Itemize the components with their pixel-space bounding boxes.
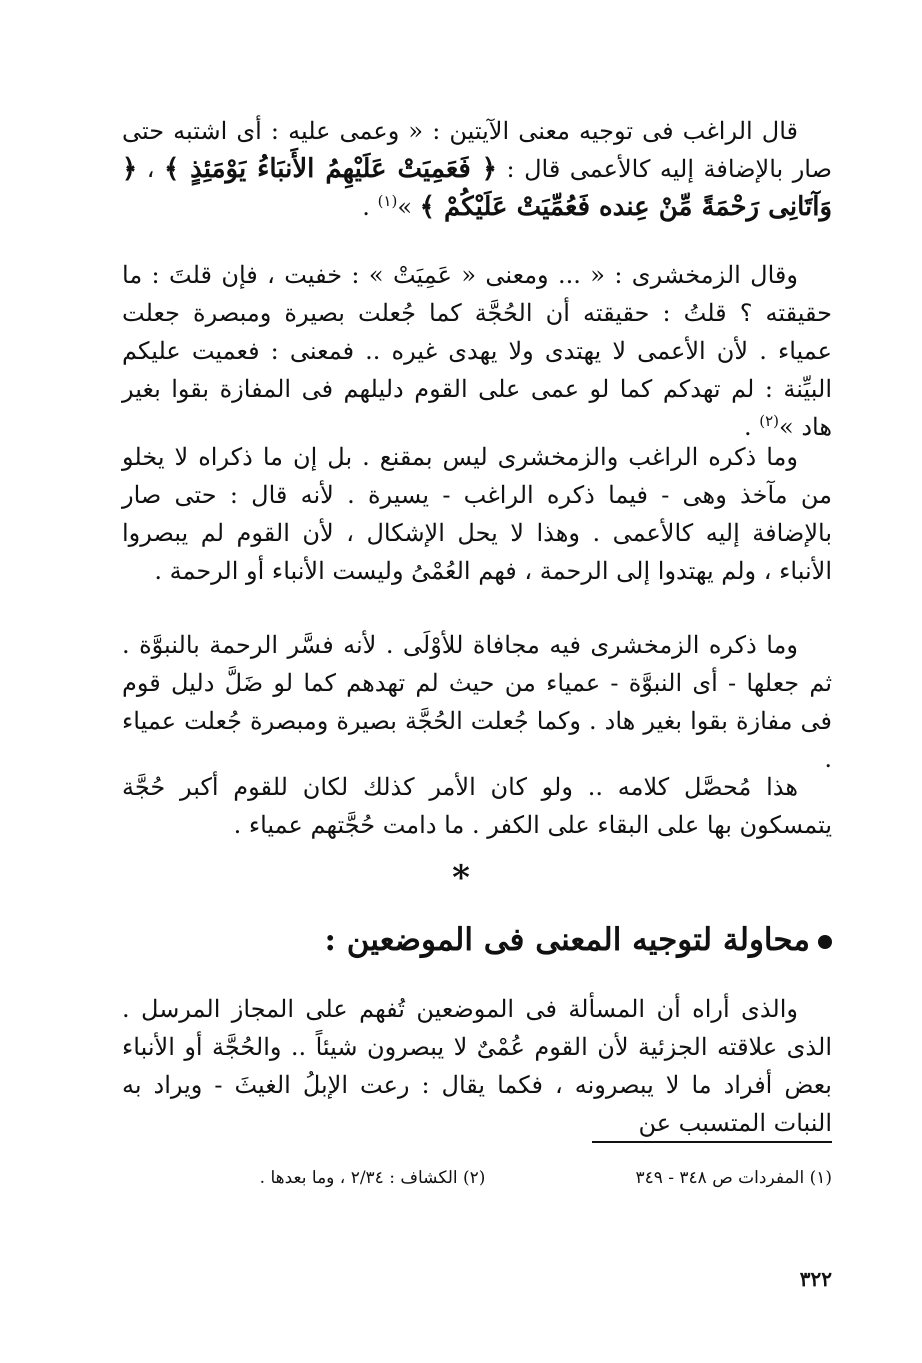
page-number: ٣٢٢ xyxy=(799,1267,832,1291)
paragraph-summary xyxy=(122,768,832,844)
footnote-marker: (٢) xyxy=(759,412,780,430)
paragraph-text xyxy=(122,256,832,446)
paragraph-text: وما ذكره الراغب والزمخشرى ليس بمقنع . بل إن ما ذكراه لا يخلو من مآخذ وهى - فيما ذكره الراغب - يسيرة . لأنه قال : حتى صار بالإضافة إليه كالأعمى . وهذا لا يحل الإشكال ، لأن القوم لم يبصروا الأنباء ، ولم يهتدوا إلى الرحمة ، فهم العُمْىُ وليست الأنباء أو الرحمة . xyxy=(122,443,832,585)
footnote-divider xyxy=(592,1141,832,1143)
separator-star: * xyxy=(452,858,470,898)
paragraph-text xyxy=(122,112,832,226)
paragraph-zamakhshari xyxy=(122,256,832,446)
paragraph-text-part: . xyxy=(362,193,378,221)
footnote-2: (٢) الكشاف : ٢/٣٤ ، وما بعدها . xyxy=(259,1168,486,1188)
bullet-icon xyxy=(818,935,832,949)
paragraph-zamakhshari-critique xyxy=(122,626,832,778)
paragraph-text-part: وقال الزمخشرى : « ... ومعنى « عَمِيَتْ » : خفيت ، فإن قلتَ : ما حقيقته ؟ قلتُ : حقيقته أن الحُجَّة كما جُعلت بصيرة ومبصرة جعلت عمياء . لأن الأعمى لا يهتدى ولا يهدى غيره .. فمعنى : فعميت عليكم البيِّنة : لم تهدكم كما لو عمى على القوم دليلهم فى المفازة بقوا بغير هاد » xyxy=(122,261,832,441)
footnotes xyxy=(132,1165,832,1191)
paragraph-text-part: . xyxy=(743,413,760,441)
footnote-marker: (١) xyxy=(377,192,398,210)
paragraph-text-part: قال الراغب فى توجيه معنى الآيتين : « وعمى عليه : أى اشتبه حتى صار بالإضافة إليه كالأعمى قال : xyxy=(122,117,832,183)
section-heading xyxy=(122,918,832,962)
quran-verse: ﴿ فَعَمِيَتْ عَلَيْهِمُ الأَنبَاءُ يَوْمَئِذٍ ﴾ xyxy=(163,154,498,184)
paragraph-raghib xyxy=(122,112,832,226)
paragraph-text: هذا مُحصَّل كلامه .. ولو كان الأمر كذلك لكان للقوم أكبر حُجَّة يتمسكون بها على البقاء على الكفر . ما دامت حُجَّتهم عمياء . xyxy=(122,773,832,839)
paragraph-text-part: ، xyxy=(137,155,164,183)
quran-verse: ﴿ وَآتَانِى رَحْمَةً مِّنْ عِنده فَعُمِّيَتْ عَلَيْكُمْ ﴾ xyxy=(122,154,832,222)
paragraph-critique xyxy=(122,438,832,590)
section-heading-text: محاولة لتوجيه المعنى فى الموضعين : xyxy=(324,922,810,958)
footnote-1: (١) المفردات ص ٣٤٨ - ٣٤٩ xyxy=(635,1168,832,1188)
paragraph-interpretation xyxy=(122,990,832,1142)
paragraph-text-part: » xyxy=(397,193,420,221)
paragraph-text: والذى أراه أن المسألة فى الموضعين تُفهم على المجاز المرسل . الذى علاقته الجزئية لأن القوم عُمْىٌ لا يبصرون شيئاً .. والحُجَّة أو الأنباء بعض أفراد ما لا يبصرونه ، فكما يقال : رعت الإبلُ الغيثَ - ويراد به النبات المتسبب عن xyxy=(122,995,832,1137)
paragraph-text: وما ذكره الزمخشرى فيه مجافاة للأوْلَى . لأنه فسَّر الرحمة بالنبوَّة . ثم جعلها - أى النبوَّة - عمياء من حيث لم تهدهم كما لو ضَلَّ دليل قوم فى مفازة بقوا بغير هاد . وكما جُعلت الحُجَّة بصيرة ومبصرة جُعلت عمياء . xyxy=(122,631,832,773)
